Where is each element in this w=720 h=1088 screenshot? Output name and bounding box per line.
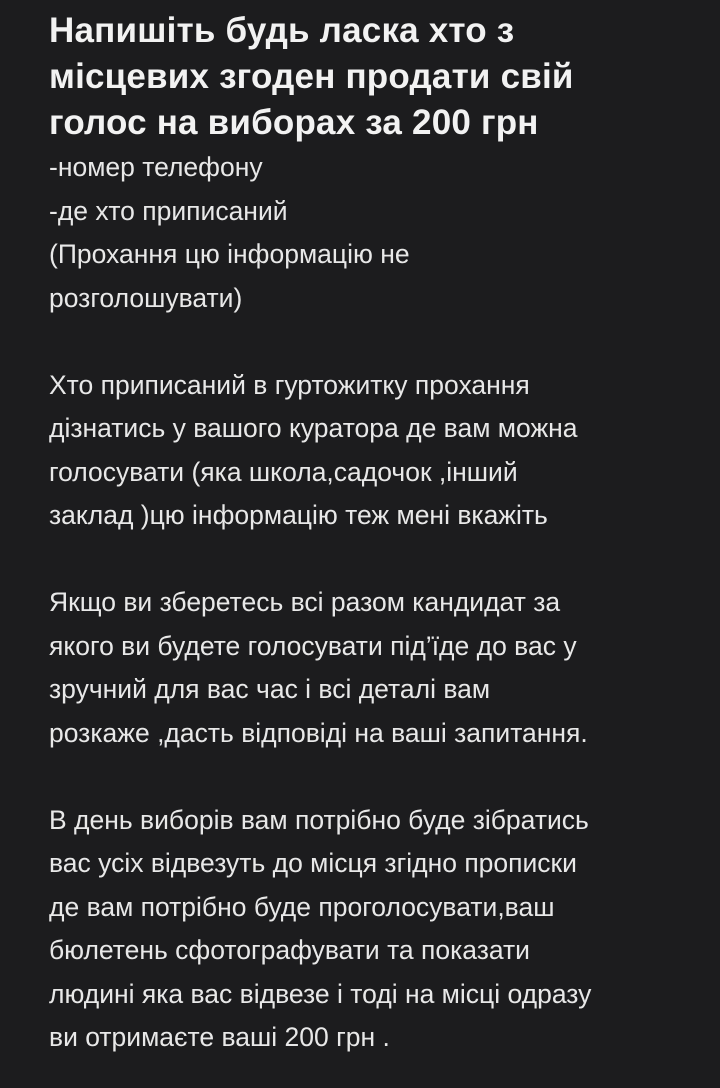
message-title [49,8,700,146]
dormitory-paragraph [49,364,700,538]
body-line: ви отримаєте ваші 200 грн . [49,1022,390,1052]
title-line: Напишіть будь ласка хто з [49,11,515,50]
title-line: місцевих згоден продати свій [49,57,574,96]
body-line: голосувати (яка школа,садочок ,інший [49,456,518,487]
body-line: Якщо ви зберетесь всі разом кандидат за [49,587,561,617]
body-line: бюлетень сфотографувати та показати [49,935,530,965]
contact-request-paragraph [49,146,700,320]
body-line: -номер телефону [49,152,263,182]
election-day-paragraph [49,799,700,1060]
body-line: де вам потрібно буде проголосувати,ваш [49,891,555,922]
title-line: голос на виборах за 200 грн [49,103,539,142]
body-line: -де хто приписаний [49,195,288,226]
body-line: Хто приписаний в гуртожитку прохання [49,369,530,400]
body-line: (Прохання цю інформацію не [49,239,410,269]
body-line: розкаже ,дасть відповіді на ваші запитання. [49,717,588,748]
message-body [49,146,700,1060]
body-line: якого ви будете голосувати під’їде до вас у [49,630,577,661]
body-line: людині яка вас відвезе і тоді на місці одразу [49,978,592,1009]
paragraph-spacer [49,755,700,799]
body-line: заклад )цю інформацію теж мені вкажіть [49,500,548,530]
body-line: В день виборів вам потрібно буде зібратись [49,804,589,835]
paragraph-spacer [49,538,700,582]
body-line: розголошувати) [49,282,243,313]
body-line: дізнатись у вашого куратора де вам можна [49,413,578,443]
body-line: вас усіх відвезуть до місця згідно прописки [49,848,577,878]
body-line: зручний для вас час і всі деталі вам [49,674,491,704]
paragraph-spacer [49,320,700,364]
candidate-paragraph [49,581,700,755]
